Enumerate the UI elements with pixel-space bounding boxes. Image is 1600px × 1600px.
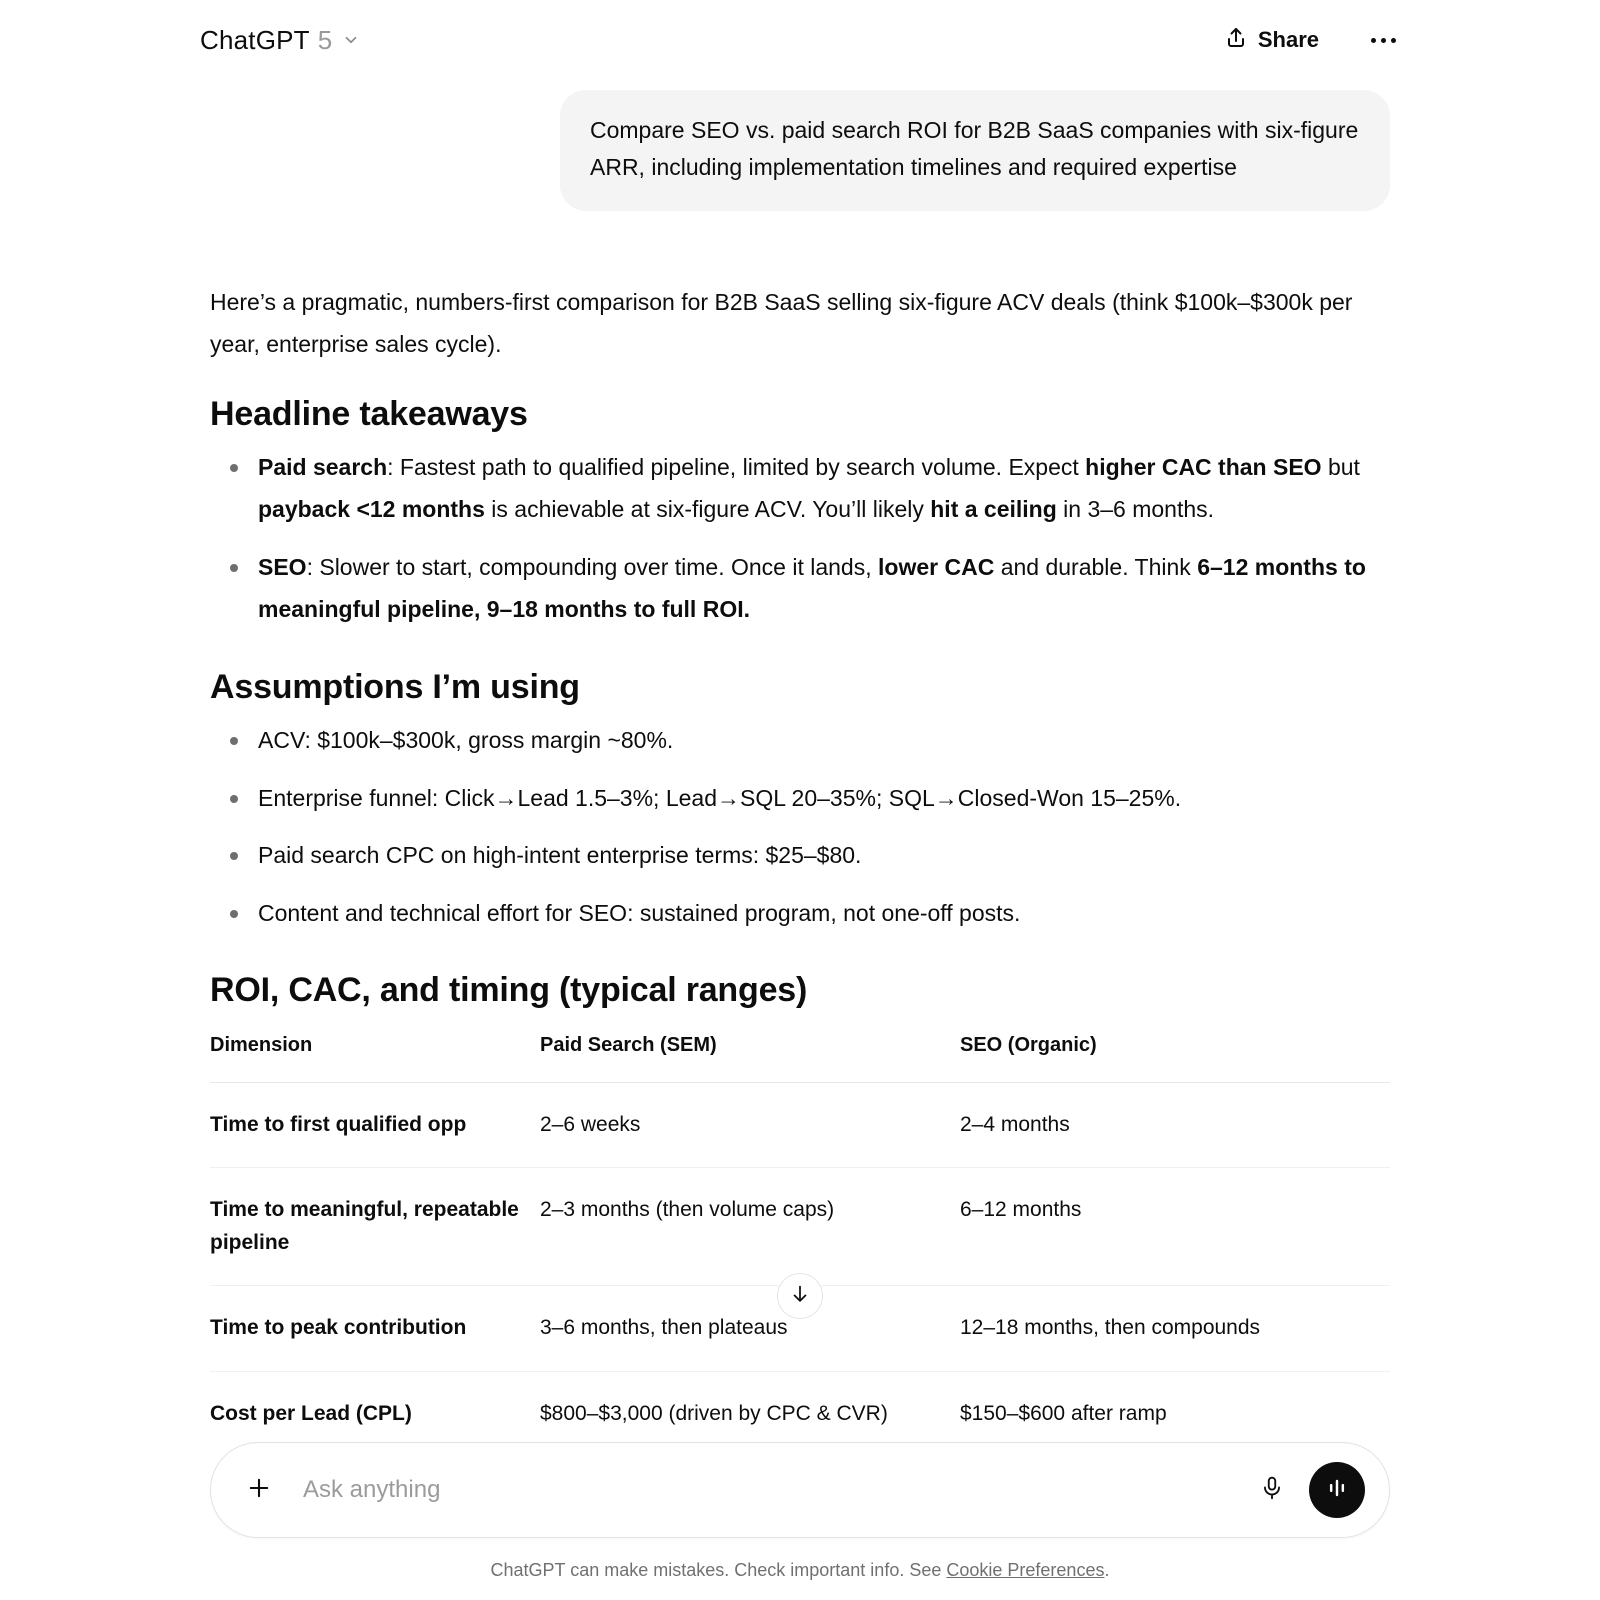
add-attachment-button[interactable] — [237, 1468, 281, 1512]
takeaway-item — [258, 446, 1390, 531]
table-head — [210, 1027, 1390, 1083]
model-switcher[interactable] — [196, 19, 370, 62]
column-header-seo: SEO (Organic) — [960, 1027, 1390, 1083]
assumption-item: Content and technical effort for SEO: sustained program, not one-off posts. — [258, 892, 1390, 935]
cookie-preferences-link[interactable]: Cookie Preferences — [946, 1560, 1105, 1580]
disclaimer-note — [0, 1560, 1600, 1581]
cell-paid-search: 3–6 months, then plateaus — [540, 1286, 960, 1372]
assumption-item: Paid search CPC on high-intent enterprise terms: $25–$80. — [258, 834, 1390, 877]
model-version: 5 — [317, 24, 333, 55]
comparison-table — [210, 1027, 1390, 1460]
body-text: in 3–6 months. — [1056, 496, 1215, 523]
headline-takeaways-list — [210, 446, 1390, 631]
table-header-row — [210, 1027, 1390, 1083]
section-heading-headline-takeaways: Headline takeaways — [210, 394, 528, 433]
body-text: is achievable at six-figure ACV. You’ll likely — [484, 496, 931, 523]
emphasis-text: Paid search — [258, 453, 388, 480]
assumptions-list — [210, 719, 1390, 934]
emphasis-text: SEO — [258, 553, 307, 580]
share-button[interactable] — [1214, 20, 1329, 61]
cell-dimension: Time to meaningful, repeatable pipeline — [210, 1168, 540, 1286]
cell-paid-search: 2–3 months (then volume caps) — [540, 1168, 960, 1286]
cell-dimension: Time to peak contribution — [210, 1286, 540, 1372]
app-header — [0, 0, 1600, 80]
table-row — [210, 1082, 1390, 1168]
plus-icon — [245, 1474, 273, 1507]
emphasis-text: hit a ceiling — [930, 496, 1057, 523]
composer-area — [0, 1430, 1600, 1600]
body-text: : Slower to start, compounding over time. Once it lands, — [306, 553, 879, 580]
table-body — [210, 1082, 1390, 1460]
assumption-item: ACV: $100k–$300k, gross margin ~80%. — [258, 719, 1390, 762]
microphone-button[interactable] — [1249, 1467, 1295, 1513]
takeaway-item — [258, 546, 1390, 631]
cell-seo: 2–4 months — [960, 1082, 1390, 1168]
column-header-paid-search: Paid Search (SEM) — [540, 1027, 960, 1083]
share-label: Share — [1257, 27, 1319, 52]
ellipsis-icon[interactable] — [1363, 30, 1404, 51]
section-heading-assumptions: Assumptions I’m using — [210, 667, 580, 706]
voice-waveform-icon — [1323, 1474, 1351, 1507]
share-upload-icon — [1224, 26, 1248, 55]
emphasis-text: payback <12 months — [258, 496, 485, 523]
cell-seo: 12–18 months, then compounds — [960, 1286, 1390, 1372]
table-row — [210, 1168, 1390, 1286]
emphasis-text: lower CAC — [878, 553, 995, 580]
conversation-scroll-area[interactable] — [0, 80, 1600, 1460]
body-text: and durable. Think — [994, 553, 1198, 580]
body-text: : Fastest path to qualified pipeline, limited by search volume. Expect — [387, 453, 1086, 480]
microphone-icon — [1259, 1475, 1285, 1506]
composer — [210, 1442, 1390, 1538]
cell-paid-search: $800–$3,000 (driven by CPC & CVR) — [540, 1371, 960, 1457]
header-actions — [1214, 20, 1404, 61]
scroll-to-bottom-button[interactable] — [777, 1273, 823, 1319]
disclaimer-text: ChatGPT can make mistakes. Check important info. See — [490, 1560, 947, 1580]
voice-mode-button[interactable] — [1309, 1462, 1365, 1518]
disclaimer-suffix: . — [1104, 1560, 1110, 1580]
cell-dimension: Cost per Lead (CPL) — [210, 1371, 540, 1457]
user-message-bubble: Compare SEO vs. paid search ROI for B2B SaaS companies with six-figure ARR, including implementation timelines and required expertise — [560, 90, 1390, 211]
cell-seo: $150–$600 after ramp — [960, 1371, 1390, 1457]
body-text: but — [1321, 453, 1360, 480]
arrow-down-icon — [789, 1283, 811, 1310]
emphasis-text: 6–12 months to meaningful pipeline, 9–18 months to full ROI. — [258, 553, 1366, 623]
chevron-down-icon — [342, 31, 360, 49]
user-message-row — [210, 90, 1390, 211]
dot — [1391, 38, 1396, 43]
section-heading-roi-cac-timing: ROI, CAC, and timing (typical ranges) — [210, 971, 808, 1010]
column-header-dimension: Dimension — [210, 1027, 540, 1083]
cell-seo: 6–12 months — [960, 1168, 1390, 1286]
cell-paid-search: 2–6 weeks — [540, 1082, 960, 1168]
emphasis-text: higher CAC than SEO — [1085, 453, 1322, 480]
model-name: ChatGPT — [200, 24, 310, 55]
dot — [1371, 38, 1376, 43]
dot — [1381, 38, 1386, 43]
chat-input[interactable] — [281, 1475, 1249, 1505]
cell-dimension: Time to first qualified opp — [210, 1082, 540, 1168]
assumption-item: Enterprise funnel: Click→Lead 1.5–3%; Lead→SQL 20–35%; SQL→Closed-Won 15–25%. — [258, 777, 1390, 820]
assistant-intro-paragraph: Here’s a pragmatic, numbers-first comparison for B2B SaaS selling six-figure ACV deals (think $100k–$300k per year, enterprise sales cycle). — [210, 288, 1353, 358]
message-thread — [210, 80, 1390, 1460]
